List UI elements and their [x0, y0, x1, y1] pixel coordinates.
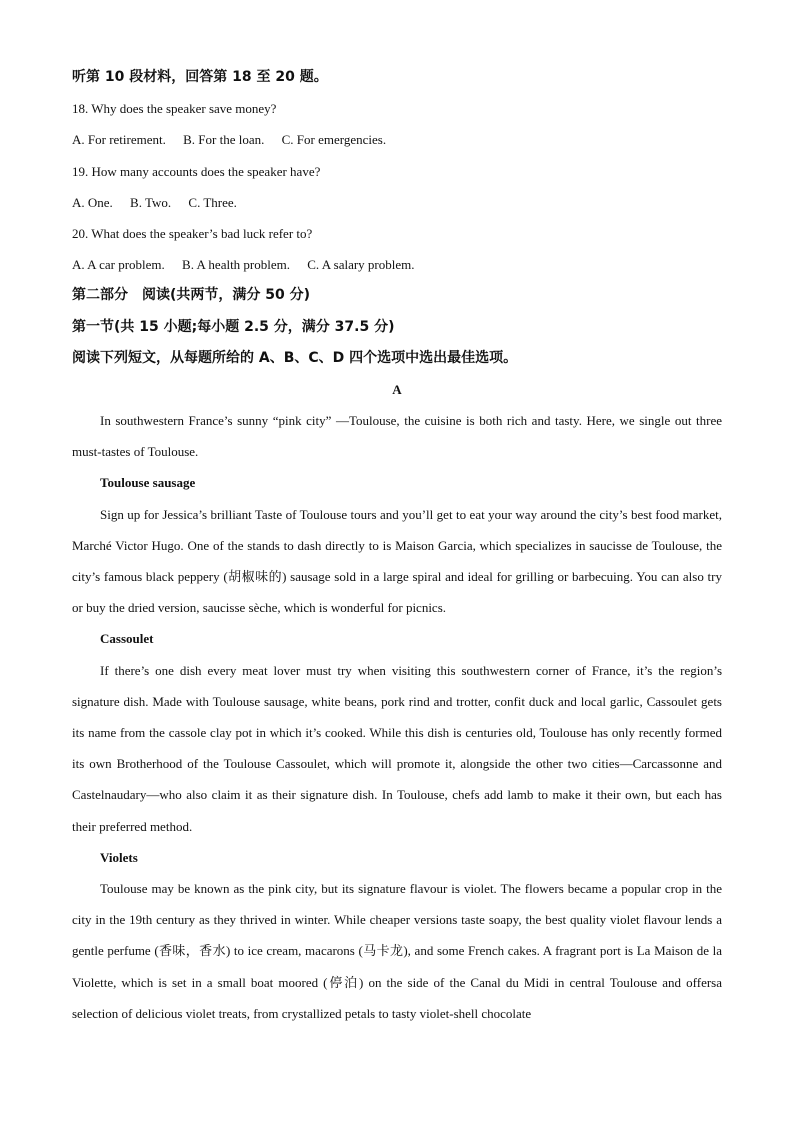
- reading-section-title: 第一节(共 15 小题;每小题 2.5 分，满分 37.5 分): [72, 318, 395, 335]
- question-20-option-a[interactable]: A. A car problem.: [72, 257, 165, 273]
- exam-page: [72, 62, 722, 1029]
- section-heading-violets: Violets: [100, 849, 138, 865]
- reading-part-title: 第二部分 阅读(共两节，满分 50 分): [72, 287, 311, 304]
- section-text-cassoulet: If there’s one dish every meat lover must try when visiting this southwestern corner of France, it’s the region’s signature dish. Made with Toulouse sausage, white beans, pork rind and trotter, confit duck and local garlic, Cassoulet gets its name from the cassole clay pot in which it’s cooked. While this dish is centuries old, Toulouse has only recently formed its own Brotherhood of the Toulouse Cassoulet, which will promote it, alongside the other two cities—Carcassonne and Castelnaudary—who also claim it as their signature dish. In Toulouse, chefs add lamb to make it their own, but each has their preferred method.: [72, 662, 722, 834]
- question-18-option-b[interactable]: B. For the loan.: [183, 132, 265, 148]
- section-text-violets: Toulouse may be known as the pink city, but its signature flavour is violet. The flowers became a popular crop in the city in the 19th century as they thrived in winter. While cheaper versions taste soapy, the best quality violet flavour lends a gentle perfume (香味，香水) to ice cream, macarons (马卡龙), and some French cakes. A fragrant port is La Maison de la Violette, which is set in a small boat moored (停泊) on the side of the Canal du Midi in central Toulouse and offersa selection of delicious violet treats, from crystallized petals to tasty violet-shell chocolate: [72, 881, 722, 1021]
- reading-instruction: 阅读下列短文，从每题所给的 A、B、C、D 四个选项中选出最佳选项。: [72, 349, 518, 366]
- section-text-sausage: Sign up for Jessica’s brilliant Taste of Toulouse tours and you’ll get to eat your way around the city’s best food market, Marché Victor Hugo. One of the stands to dash directly to is Maison Garcia, which specializes in saucisse de Toulouse, the city’s famous black peppery (胡椒味的) sausage sold in a large spiral and ideal for grilling or barbecuing. You can also try or buy the dried version, saucisse sèche, which is wonderful for picnics.: [72, 506, 722, 616]
- question-20-options: [72, 249, 722, 280]
- passage-intro: In southwestern France’s sunny “pink city” —Toulouse, the cuisine is both rich and tasty. Here, we single out three must-tastes of Toulouse.: [72, 413, 722, 460]
- question-19-stem: 19. How many accounts does the speaker have?: [72, 163, 321, 179]
- question-18-stem: 18. Why does the speaker save money?: [72, 101, 277, 117]
- question-19-option-a[interactable]: A. One.: [72, 194, 113, 210]
- listening-instruction: 听第 10 段材料，回答第 18 至 20 题。: [72, 69, 328, 85]
- question-18-options: [72, 124, 722, 155]
- passage-letter: A: [392, 381, 402, 397]
- section-heading-cassoulet: Cassoulet: [100, 631, 154, 647]
- question-19-options: [72, 187, 722, 218]
- question-18-option-c[interactable]: C. For emergencies.: [281, 132, 387, 148]
- question-19-option-c[interactable]: C. Three.: [188, 194, 237, 210]
- question-20-option-c[interactable]: C. A salary problem.: [307, 257, 415, 273]
- question-18-option-a[interactable]: A. For retirement.: [72, 132, 166, 148]
- question-20-stem: 20. What does the speaker’s bad luck refer to?: [72, 225, 313, 241]
- question-19-option-b[interactable]: B. Two.: [130, 194, 172, 210]
- question-20-option-b[interactable]: B. A health problem.: [182, 257, 291, 273]
- section-heading-sausage: Toulouse sausage: [100, 475, 196, 491]
